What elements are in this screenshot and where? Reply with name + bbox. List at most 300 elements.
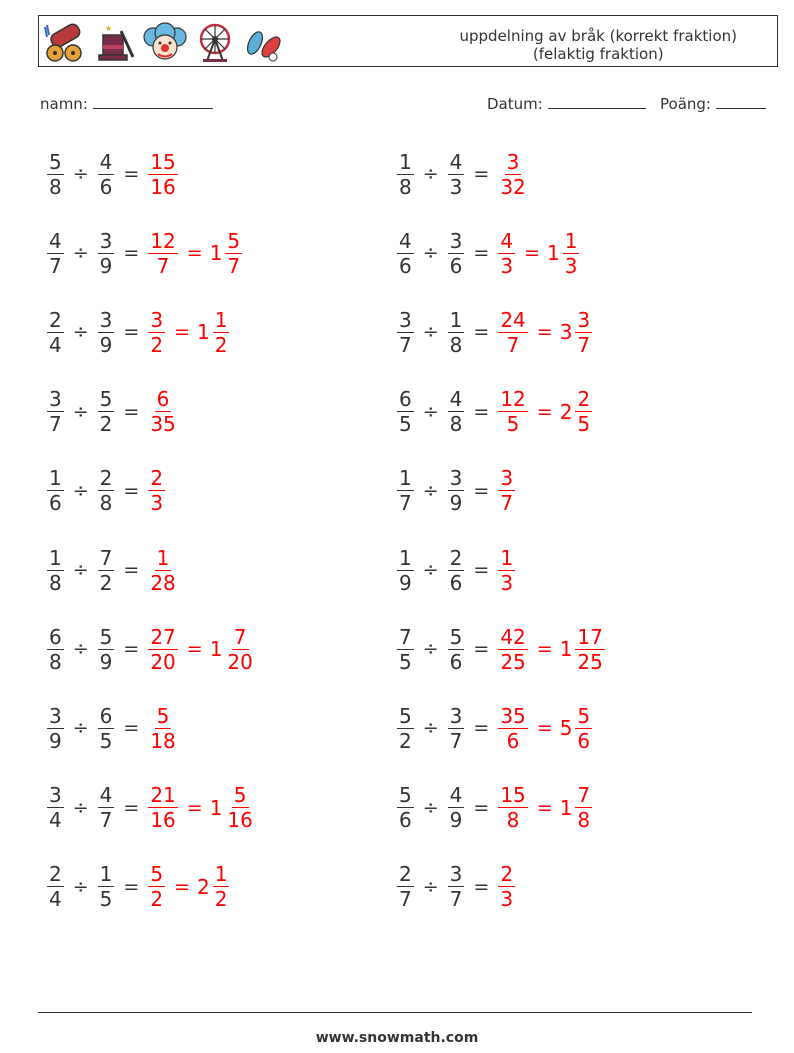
mixed-fraction-denominator: 3 <box>564 253 578 278</box>
answer-fraction-denominator: 7 <box>506 332 520 357</box>
answer-fraction <box>498 387 527 436</box>
dividend-fraction-numerator: 3 <box>49 387 62 412</box>
problem-item <box>395 302 594 362</box>
equals-sign-mixed: = <box>186 638 203 661</box>
clown-icon <box>143 21 187 63</box>
divisor-fraction-denominator: 8 <box>449 332 463 357</box>
answer-fraction-numerator: 4 <box>500 228 514 253</box>
dividend-fraction <box>397 862 414 911</box>
divisor-fraction <box>448 546 465 595</box>
equals-sign: = <box>123 163 140 185</box>
answer-fraction <box>148 466 165 515</box>
answer-fraction <box>498 546 515 595</box>
divisor-fraction <box>98 387 115 436</box>
mixed-whole: 5 <box>559 716 573 741</box>
answer-fraction-denominator: 25 <box>500 649 526 674</box>
score-field[interactable] <box>660 94 766 113</box>
answer-fraction <box>498 150 527 199</box>
divisor-fraction <box>448 704 465 753</box>
dividend-fraction-denominator: 9 <box>399 570 412 595</box>
dividend-fraction <box>397 783 414 832</box>
dividend-fraction-denominator: 7 <box>49 253 62 278</box>
mixed-fraction-denominator: 20 <box>227 649 253 674</box>
problem-item <box>45 778 257 838</box>
equals-sign-mixed: = <box>174 875 190 898</box>
divisor-fraction <box>448 308 465 357</box>
equals-sign: = <box>123 321 140 344</box>
dividend-fraction-numerator: 2 <box>399 862 412 887</box>
problem-item <box>395 144 530 204</box>
dividend-fraction-numerator: 5 <box>399 783 412 808</box>
equals-sign: = <box>473 717 490 740</box>
title-line-2: (felaktig fraktion) <box>532 45 664 63</box>
mixed-fraction-numerator: 5 <box>233 783 247 808</box>
equals-sign: = <box>473 559 490 581</box>
dividend-fraction-numerator: 4 <box>399 228 412 253</box>
divisor-fraction-denominator: 7 <box>99 808 113 833</box>
problem-item <box>45 698 180 758</box>
divisor-fraction-denominator: 6 <box>449 649 463 674</box>
juggling-pins-icon <box>243 21 283 63</box>
mixed-fraction <box>575 704 592 753</box>
mixed-fraction-denominator: 2 <box>214 887 228 912</box>
dividend-fraction-numerator: 3 <box>49 703 62 728</box>
name-blank[interactable] <box>93 94 213 109</box>
dividend-fraction <box>397 308 414 357</box>
answer-fraction-numerator: 6 <box>156 387 170 412</box>
divide-sign: ÷ <box>422 242 439 265</box>
divisor-fraction-denominator: 8 <box>449 412 463 437</box>
dividend-fraction <box>47 625 64 674</box>
answer-fraction-denominator: 16 <box>150 808 176 833</box>
problem-item <box>45 223 244 283</box>
divide-sign: ÷ <box>422 717 439 740</box>
divisor-fraction <box>98 229 115 278</box>
dividend-fraction-denominator: 7 <box>399 491 412 516</box>
dividend-fraction-denominator: 8 <box>49 570 62 595</box>
mixed-fraction-denominator: 25 <box>577 649 603 674</box>
dividend-fraction <box>47 229 64 278</box>
dividend-fraction <box>397 704 414 753</box>
score-blank[interactable] <box>716 94 766 109</box>
answer-fraction <box>148 704 177 753</box>
dividend-fraction-denominator: 8 <box>399 174 412 199</box>
problem-item <box>395 778 594 838</box>
answer-fraction-denominator: 28 <box>150 570 176 595</box>
equals-sign: = <box>123 559 140 581</box>
dividend-fraction-numerator: 2 <box>49 307 62 332</box>
equals-sign: = <box>123 638 140 661</box>
mixed-fraction <box>225 229 242 278</box>
equals-sign-mixed: = <box>186 796 203 819</box>
problem-item <box>395 857 517 917</box>
mixed-whole: 2 <box>559 399 573 424</box>
mixed-fraction-denominator: 16 <box>227 808 253 833</box>
dividend-fraction-denominator: 9 <box>49 728 62 753</box>
answer-fraction <box>498 862 515 911</box>
answer-fraction <box>148 308 165 357</box>
divisor-fraction-numerator: 4 <box>99 149 113 174</box>
dividend-fraction-numerator: 3 <box>399 307 412 332</box>
divisor-fraction-denominator: 7 <box>449 728 463 753</box>
dividend-fraction-denominator: 8 <box>49 649 62 674</box>
dividend-fraction-numerator: 1 <box>49 545 62 570</box>
mixed-fraction-numerator: 5 <box>577 703 591 728</box>
answer-fraction-denominator: 5 <box>506 412 520 437</box>
answer-fraction-numerator: 3 <box>500 466 514 491</box>
divisor-fraction-numerator: 7 <box>99 545 113 570</box>
dividend-fraction-numerator: 1 <box>399 149 412 174</box>
answer-fraction-denominator: 2 <box>150 887 164 912</box>
answer-fraction <box>498 466 515 515</box>
divisor-fraction-denominator: 2 <box>99 412 113 437</box>
mixed-fraction-denominator: 7 <box>227 253 241 278</box>
dividend-fraction-denominator: 5 <box>399 649 412 674</box>
divisor-fraction-numerator: 4 <box>449 387 463 412</box>
divisor-fraction-numerator: 3 <box>449 862 463 887</box>
footer-divider <box>38 1012 752 1013</box>
dividend-fraction <box>397 546 414 595</box>
divisor-fraction <box>448 387 465 436</box>
divisor-fraction <box>448 783 465 832</box>
dividend-fraction <box>47 704 64 753</box>
divisor-fraction-denominator: 7 <box>449 887 463 912</box>
answer-fraction-denominator: 6 <box>506 728 520 753</box>
problem-item <box>45 619 257 679</box>
divisor-fraction-denominator: 6 <box>449 253 463 278</box>
mixed-whole: 1 <box>196 320 210 345</box>
mixed-whole: 1 <box>209 795 223 820</box>
equals-sign: = <box>123 717 140 740</box>
divisor-fraction <box>448 229 465 278</box>
divisor-fraction <box>98 466 115 515</box>
answer-fraction-numerator: 3 <box>506 149 520 174</box>
date-field[interactable] <box>487 94 646 113</box>
date-label: Datum: <box>487 95 543 113</box>
equals-sign-mixed: = <box>524 242 540 265</box>
dividend-fraction-denominator: 5 <box>399 412 412 437</box>
divisor-fraction-denominator: 9 <box>449 808 463 833</box>
answer-fraction <box>498 625 527 674</box>
mixed-fraction <box>575 308 592 357</box>
divisor-fraction-numerator: 5 <box>99 387 113 412</box>
mixed-fraction <box>225 783 254 832</box>
mixed-fraction-numerator: 17 <box>577 624 603 649</box>
equals-sign-mixed: = <box>186 242 203 265</box>
dividend-fraction-denominator: 4 <box>49 332 62 357</box>
answer-fraction-denominator: 7 <box>500 491 514 516</box>
answer-fraction <box>148 783 177 832</box>
mixed-fraction-numerator: 7 <box>233 624 247 649</box>
equals-sign-mixed: = <box>536 400 553 423</box>
answer-fraction-denominator: 32 <box>500 174 526 199</box>
divisor-fraction-numerator: 2 <box>99 466 113 491</box>
dividend-fraction-numerator: 6 <box>399 387 412 412</box>
answer-fraction <box>148 229 177 278</box>
divisor-fraction-denominator: 6 <box>449 570 463 595</box>
dividend-fraction-numerator: 7 <box>399 624 412 649</box>
divide-sign: ÷ <box>72 796 89 819</box>
answer-fraction-numerator: 15 <box>150 149 176 174</box>
divisor-fraction <box>98 546 115 595</box>
mixed-whole: 1 <box>559 637 573 662</box>
divisor-fraction-numerator: 5 <box>99 624 113 649</box>
divisor-fraction <box>448 862 465 911</box>
mixed-fraction <box>575 387 592 436</box>
divisor-fraction-numerator: 3 <box>449 466 463 491</box>
mixed-fraction-denominator: 6 <box>577 728 591 753</box>
answer-fraction-denominator: 3 <box>500 570 514 595</box>
mixed-fraction-denominator: 2 <box>214 332 228 357</box>
divisor-fraction-numerator: 3 <box>99 228 113 253</box>
divisor-fraction-numerator: 6 <box>99 703 113 728</box>
answer-fraction <box>148 625 177 674</box>
divide-sign: ÷ <box>422 400 439 423</box>
dividend-fraction <box>397 466 414 515</box>
answer-fraction-numerator: 27 <box>150 624 176 649</box>
mixed-fraction <box>225 625 254 674</box>
answer-fraction-denominator: 2 <box>150 332 164 357</box>
dividend-fraction-denominator: 6 <box>49 491 62 516</box>
divisor-fraction-numerator: 5 <box>449 624 463 649</box>
divide-sign: ÷ <box>422 163 439 185</box>
equals-sign: = <box>473 321 490 344</box>
divisor-fraction-denominator: 2 <box>99 570 113 595</box>
name-label: namn: <box>40 95 88 113</box>
answer-fraction <box>148 862 165 911</box>
divide-sign: ÷ <box>422 638 439 661</box>
mixed-fraction-numerator: 1 <box>564 228 578 253</box>
dividend-fraction-denominator: 6 <box>399 253 412 278</box>
equals-sign: = <box>473 796 490 819</box>
mixed-fraction <box>213 862 230 911</box>
mixed-whole: 2 <box>196 874 210 899</box>
equals-sign: = <box>473 479 490 502</box>
score-label: Poäng: <box>660 95 711 113</box>
answer-fraction-numerator: 3 <box>150 307 164 332</box>
divisor-fraction-denominator: 3 <box>449 174 463 199</box>
divisor-fraction-numerator: 4 <box>99 783 113 808</box>
divisor-fraction-numerator: 3 <box>99 307 113 332</box>
divisor-fraction-denominator: 9 <box>99 332 113 357</box>
problem-item <box>45 857 231 917</box>
divisor-fraction-denominator: 5 <box>99 728 113 753</box>
divisor-fraction <box>98 704 115 753</box>
answer-fraction-numerator: 35 <box>500 703 526 728</box>
mixed-fraction <box>563 229 580 278</box>
divide-sign: ÷ <box>72 400 89 423</box>
divide-sign: ÷ <box>72 638 89 661</box>
dividend-fraction-numerator: 1 <box>399 545 412 570</box>
divisor-fraction-denominator: 8 <box>99 491 113 516</box>
dividend-fraction-denominator: 6 <box>399 808 412 833</box>
divisor-fraction-numerator: 2 <box>449 545 463 570</box>
divisor-fraction-denominator: 9 <box>99 253 113 278</box>
divide-sign: ÷ <box>72 875 89 898</box>
answer-fraction-numerator: 21 <box>150 783 176 808</box>
answer-fraction-denominator: 3 <box>500 887 514 912</box>
mixed-fraction-numerator: 1 <box>214 307 228 332</box>
equals-sign: = <box>473 242 490 265</box>
dividend-fraction-numerator: 2 <box>49 862 62 887</box>
divisor-fraction <box>98 150 115 199</box>
divisor-fraction-numerator: 1 <box>449 307 463 332</box>
divide-sign: ÷ <box>422 559 439 581</box>
header-icons <box>43 20 283 64</box>
date-blank[interactable] <box>548 94 646 109</box>
dividend-fraction-numerator: 1 <box>399 466 412 491</box>
divisor-fraction-denominator: 5 <box>99 887 113 912</box>
worksheet-title <box>459 27 737 63</box>
problem-item <box>45 540 180 600</box>
mixed-whole: 1 <box>209 241 223 266</box>
mixed-whole: 1 <box>559 795 573 820</box>
answer-fraction-denominator: 7 <box>156 253 170 278</box>
divide-sign: ÷ <box>72 321 89 344</box>
answer-fraction-numerator: 2 <box>500 862 514 887</box>
dividend-fraction <box>47 387 64 436</box>
divisor-fraction <box>98 625 115 674</box>
dividend-fraction-denominator: 4 <box>49 808 62 833</box>
answer-fraction-numerator: 2 <box>150 466 164 491</box>
problem-item <box>395 223 581 283</box>
equals-sign-mixed: = <box>536 796 553 819</box>
answer-fraction-numerator: 5 <box>156 703 170 728</box>
answer-fraction-numerator: 24 <box>500 307 526 332</box>
answer-fraction-denominator: 35 <box>150 412 176 437</box>
answer-fraction <box>498 308 527 357</box>
dividend-fraction-numerator: 5 <box>399 703 412 728</box>
svg-text:★: ★ <box>105 24 113 33</box>
name-field[interactable] <box>40 94 213 113</box>
dividend-fraction <box>47 783 64 832</box>
divisor-fraction <box>448 466 465 515</box>
divide-sign: ÷ <box>72 717 89 740</box>
mixed-fraction-denominator: 7 <box>577 332 591 357</box>
divide-sign: ÷ <box>72 242 89 265</box>
equals-sign-mixed: = <box>536 321 553 344</box>
mixed-whole: 1 <box>546 241 560 266</box>
dividend-fraction <box>47 308 64 357</box>
footer-url: www.snowmath.com <box>315 1030 479 1046</box>
divisor-fraction <box>448 150 465 199</box>
mixed-fraction-numerator: 3 <box>577 307 591 332</box>
dividend-fraction <box>47 466 64 515</box>
equals-sign-mixed: = <box>536 717 553 740</box>
dividend-fraction-numerator: 3 <box>49 783 62 808</box>
mixed-fraction <box>213 308 230 357</box>
problem-item <box>45 302 231 362</box>
problem-item <box>395 461 517 521</box>
equals-sign: = <box>123 796 140 819</box>
problem-item <box>395 698 594 758</box>
cannon-icon <box>43 21 87 63</box>
answer-fraction-denominator: 3 <box>500 253 514 278</box>
divisor-fraction-numerator: 3 <box>449 703 463 728</box>
divide-sign: ÷ <box>422 479 439 502</box>
magic-hat-icon <box>95 21 135 63</box>
answer-fraction-numerator: 1 <box>500 545 514 570</box>
divide-sign: ÷ <box>72 163 89 185</box>
equals-sign: = <box>473 875 490 898</box>
dividend-fraction-denominator: 8 <box>49 174 62 199</box>
dividend-fraction <box>47 546 64 595</box>
dividend-fraction-denominator: 7 <box>399 332 412 357</box>
equals-sign: = <box>123 242 140 265</box>
mixed-whole: 3 <box>559 320 573 345</box>
mixed-fraction-numerator: 1 <box>214 862 228 887</box>
dividend-fraction-denominator: 7 <box>399 887 412 912</box>
dividend-fraction-numerator: 5 <box>49 149 62 174</box>
answer-fraction-denominator: 8 <box>506 808 520 833</box>
answer-fraction <box>498 229 515 278</box>
title-line-1: uppdelning av bråk (korrekt fraktion) <box>459 27 737 45</box>
problem-item <box>395 382 594 442</box>
mixed-fraction <box>575 783 592 832</box>
answer-fraction <box>148 150 177 199</box>
dividend-fraction <box>397 625 414 674</box>
problem-item <box>45 382 180 442</box>
header-box <box>38 15 778 67</box>
equals-sign: = <box>123 479 140 502</box>
dividend-fraction-denominator: 7 <box>49 412 62 437</box>
dividend-fraction <box>397 387 414 436</box>
divisor-fraction <box>98 308 115 357</box>
divisor-fraction <box>448 625 465 674</box>
divisor-fraction <box>98 862 115 911</box>
answer-fraction-numerator: 12 <box>150 228 176 253</box>
divide-sign: ÷ <box>422 875 439 898</box>
dividend-fraction <box>397 229 414 278</box>
divide-sign: ÷ <box>422 321 439 344</box>
answer-fraction-numerator: 1 <box>156 545 170 570</box>
divisor-fraction-denominator: 9 <box>99 649 113 674</box>
answer-fraction-denominator: 18 <box>150 728 176 753</box>
answer-fraction-numerator: 15 <box>500 783 526 808</box>
divisor-fraction-numerator: 4 <box>449 783 463 808</box>
equals-sign-mixed: = <box>536 638 553 661</box>
mixed-fraction-denominator: 8 <box>577 808 591 833</box>
equals-sign-mixed: = <box>174 321 190 344</box>
answer-fraction <box>148 387 177 436</box>
dividend-fraction-denominator: 2 <box>399 728 412 753</box>
mixed-fraction-denominator: 5 <box>577 412 591 437</box>
answer-fraction-numerator: 5 <box>150 862 164 887</box>
equals-sign: = <box>473 638 490 661</box>
divide-sign: ÷ <box>422 796 439 819</box>
mixed-fraction-numerator: 2 <box>577 387 591 412</box>
divisor-fraction-numerator: 3 <box>449 228 463 253</box>
dividend-fraction-denominator: 4 <box>49 887 62 912</box>
answer-fraction-denominator: 3 <box>150 491 164 516</box>
dividend-fraction-numerator: 4 <box>49 228 62 253</box>
problem-item <box>45 461 167 521</box>
answer-fraction <box>498 783 527 832</box>
problem-item <box>395 540 517 600</box>
divide-sign: ÷ <box>72 559 89 581</box>
answer-fraction-numerator: 12 <box>500 387 526 412</box>
answer-fraction-denominator: 16 <box>150 174 176 199</box>
answer-fraction-numerator: 42 <box>500 624 526 649</box>
equals-sign: = <box>123 875 140 898</box>
divisor-fraction-denominator: 6 <box>99 174 113 199</box>
divide-sign: ÷ <box>72 479 89 502</box>
equals-sign: = <box>473 400 490 423</box>
dividend-fraction <box>47 150 64 199</box>
answer-fraction <box>498 704 527 753</box>
mixed-fraction-numerator: 5 <box>227 228 241 253</box>
divisor-fraction-numerator: 1 <box>99 862 113 887</box>
